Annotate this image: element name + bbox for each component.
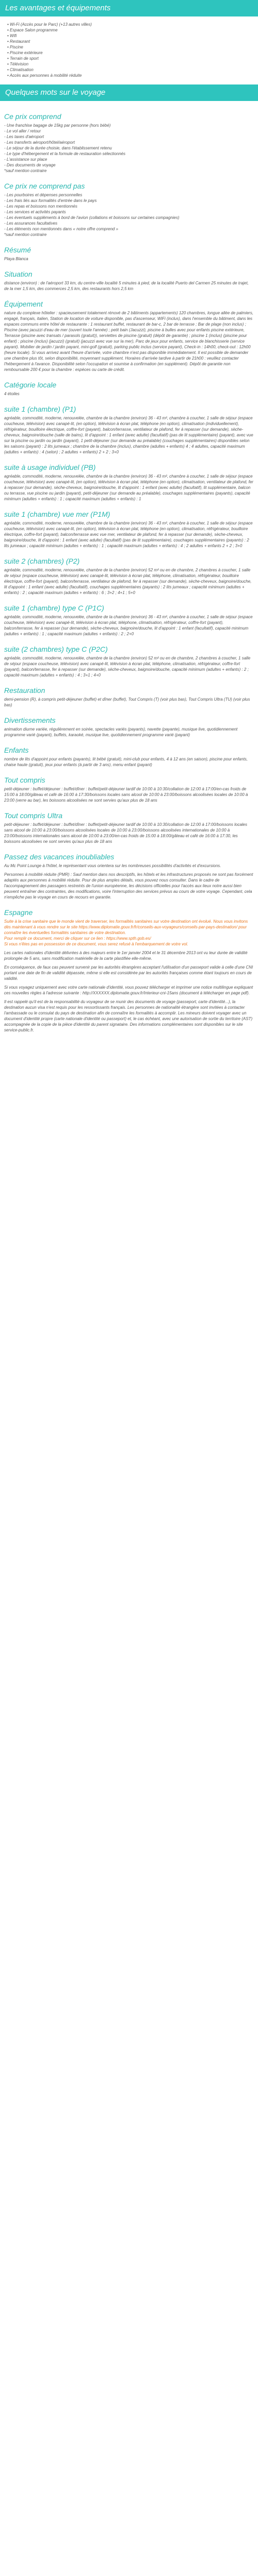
section-text: distance (environ) : de l'aéroport 33 km, du centre-ville localité 5 minutes à pied, de la localité Puerto del Carmen 25 minutes de trajet, de la mer 1,5 km, des commerces 2,5 km, des restaurants hors 2,5 km xyxy=(4,281,249,291)
trip-title: Quelques mots sur le voyage xyxy=(5,88,106,97)
equipments-list xyxy=(0,16,258,78)
section-title: suite à usage individuel (PB) xyxy=(4,463,96,471)
section-title: suite 1 (chambre) vue mer (P1M) xyxy=(4,510,110,518)
equipment-item: • Piscine xyxy=(7,44,258,50)
section-title: suite 2 (chambres) (P2) xyxy=(4,557,80,565)
section-title: Restauration xyxy=(4,686,45,694)
section-text: nombre de lits d'appoint pour enfants (payants), lit bébé (gratuit), mini-club pour enfants, 4 à 12 ans (en saison), piscine pour enfants, chaise haute (gratuit), jeux pour enfants (à partir de 3 ans), menu enfant (payant) xyxy=(4,757,248,767)
section-text: agréable, commodité, moderne, renouvelée, chambre de la chambre (environ) 52 m² ou en de chambre, 2 chambres à coucher, 1 salle de séjour (espace coucheuse, télévision) avec canapé-lit, télévision à écran plat, téléphone, climatisation, réfrigérateur, bouilloire électrique, coffre-fort (payant), balcon/terrasse, ventilateur de plafond, fer à repasser (sur demande), sèche-cheveux, baignoire/douche, lit d'appoint : 1 enfant (avec adulte) (facultatif), couchages supplémentaires (payants) : 2 lits jumeaux ; capacité minimum (adultes + enfants) : 2 ; capacité maximum (adultes + enfants) : 6 ; 3+2 ; 4+1 ; 5+0 xyxy=(4,568,252,595)
section-text: 4 étoiles xyxy=(4,392,20,396)
section-title: Passez des vacances inoubliables xyxy=(4,853,115,861)
section-title: Tout compris Ultra xyxy=(4,811,63,820)
section-text: Playa Blanca xyxy=(4,257,28,261)
section-text: agréable, commodité, moderne, renouvelée, chambre de la chambre (environ) 36 - 43 m², chambre à coucher, 1 salle de séjour (espace coucheuse, télévision) avec canapé-lit, télévision à écran plat, téléphone, climatisation, réfrigérateur, coffre-fort (payant), balcon/terrasse, fer à repasser (sur demande), sèche-cheveux, baignoire/douche, lit d'appoint : 1 enfant (facultatif), capacité minimum (adultes + enfants) : 1 ; capacité maximum (adultes + enfants) : 2 ; 2+0 xyxy=(4,615,253,636)
section-title: Divertissements xyxy=(4,716,56,724)
section-text: Les cartes nationales d'identité délivrées à des majeurs entre le 1er janvier 2004 et le 31 décembre 2013 ont vu leur durée de validité prolongée de 5 ans, sans modification matérielle de la carte plastifiée elle-même. xyxy=(4,951,248,961)
equipment-item: • Climatisation xyxy=(7,67,258,73)
section-text: agréable, commodité, moderne, renouvelée, chambre de la chambre (environ) 36 - 43 m², chambre à coucher, 1 salle de séjour (espace coucheuse, télévision) avec canapé-lit, (en option), télévision à écran plat, téléphone (en option), climatisation, ventilateur de plafond, fer à repasser (sur demande), sèche-cheveux, baignoire/douche, lit d'appoint : 1 enfant (avec adulte) (facultatif), lit supplémentaire, balcon ou terrasse, vue piscine ou jardin (payant), petit-déjeuner (sur demande au préalable), couchages supplémentaires (payants), capacité minimum (adultes + enfants) : 1 ; capacité maximum (adultes + enfants) : 1 xyxy=(4,474,253,501)
equipment-item: • Espace Salon programme xyxy=(7,27,258,33)
section-title: suite 1 (chambre) type C (P1C) xyxy=(4,604,104,612)
section-text: agréable, commodité, moderne, renouvelée, chambre de la chambre (environ) 36 - 43 m², chambre à coucher, 1 salle de séjour (espace coucheuse, télévision) avec canapé-lit, (en option), télévision à écran plat, téléphone (en option), climatisation (individuellement), réfrigérateur, bouilloire électrique, coffre-fort (payant), balcon/terrasse, ventilateur de plafond, fer à repasser (sur demande), sèche-cheveux, baignoire/douche (salle de bains), lit d'appoint : 1 enfant (avec adulte) (facultatif) (pas de lit supplémentaire) (payant), avec vue sur la piscine ou jardin ou jardin (payant), 1 petit-déjeuner (sur demande au préalable) (couchages supplémentaires) disponibles selon les saisons (payant) : 2 lits jumeaux ; chambre de la chambre (inclus), chambre (adultes + enfants) 4 ; 4 adultes, capacité maximum (adultes + enfants) : 4 (selon) ; 2 adultes + enfants) 2 + 2 ; 3+0 xyxy=(4,416,253,454)
section-title: Situation xyxy=(4,270,33,278)
section-text: agréable, commodité, moderne, renouvelée, chambre de la chambre (environ) 52 m² ou en de chambre, 2 chambres à coucher, 1 salle de séjour (espace coucheuse, télévision) avec canapé-lit, télévision à écran plat, téléphone, climatisation, réfrigérateur, coffre-fort (payant), balcon/terrasse, fer à repasser (sur demande), sèche-cheveux, baignoire/douche, capacité minimum (adultes + enfants) : 2 ; capacité maximum (adultes + enfants) : 4 ; 3+1 ; 4+0 xyxy=(4,656,251,677)
section-text: - Une franchise bagage de 15kg par personne (hors bébé) - Le vol aller / retour - Les taxes d'aéroport - Les transferts aéroport/hôtel/aéroport - Le séjour de la durée choisie, dans l'établissement retenu - Le type d'hébergement et la formule de restauration sélectionnés - L'assistance sur place - Des documents de voyage *sauf mention contraire xyxy=(4,123,125,173)
equipment-item: • Terrain de sport xyxy=(7,56,258,61)
equipments-banner xyxy=(0,0,258,16)
section-text: Si vous voyagez uniquement avec votre carte nationale d'identité, vous pouvez télécharger et imprimer une notice multilingue expliquant ces nouvelles règles à l'adresse suivante : http://XXXXXX.diplomatie.gouv.fr/Interieur-cni-15ans (document à télécharger en page pdf). xyxy=(4,985,253,995)
section-title: Enfants xyxy=(4,746,29,754)
equipment-item: • Restaurant xyxy=(7,39,258,44)
section-title: suite (2 chambres) type C (P2C) xyxy=(4,645,108,653)
trip-banner xyxy=(0,84,258,101)
equipment-item: • Accès aux personnes à mobilité réduite xyxy=(7,73,258,78)
section-title: Catégorie locale xyxy=(4,381,57,389)
section-title: Résumé xyxy=(4,246,31,254)
section-text: Il est rappelé qu'il est de la responsabilité du voyageur de se munir des documents de voyage (passeport, carte d'identité...), la destination aucun visa n'est requis pour les ressortissants français. Les personnes de nationalité étrangère sont invitées à contacter l'ambassade ou le consulat du pays de destination afin de connaître les formalités à accomplir. Les mineurs doivent voyager avec un document d'identité propre (carte nationale d'identité ou passeport) et, le cas échéant, avec une autorisation de sortie du territoire (AST) accompagnée de la copie de la pièce d'identité du parent signataire. Des informations complémentaires sont disponibles sur le site service-public.fr. xyxy=(4,999,253,1032)
section-text: Suite à la crise sanitaire que le monde vient de traverser, les formalités sanitaires sur votre destination ont évolué. Nous vous invitons dès maintenant à vous rendre sur le site https://www.diplomatie.gouv.fr/fr/conseils-aux-voyageurs/conseils-par-pays-destination/ pour connaître les éventuelles formalités sanitaires de votre destination. Pour remplir ce document, merci de cliquer sur ce lien : https://www.spth.gob.es/ Si vous n'êtes pas en possession de ce document, vous serez refusé à l'embarquement de votre vol. xyxy=(4,919,248,946)
equipment-item: • Wi-Fi (Accès pour le Parc) (+13 autres villes) xyxy=(7,22,258,27)
trip-content xyxy=(0,101,258,1033)
section-title: Tout compris xyxy=(4,776,45,784)
equipment-item: • Wifi xyxy=(7,33,258,39)
section-text: petit-déjeuner : buffet/déjeuner : buffet/dîner : buffet/petit-déjeuner tardif de 10:00 à 10:30/collation de 12:00 à 17:00/en-cas froids de 15:00 à 18:00/gâteau et café de 16:00 à 17:30/boissons locales sans alcool de 10:00 à 23:00/boissons alcoolisées locales de 10:00 à 23:00 (verre au bar), les boissons alcoolisées ne sont servies qu'aux plus de 18 ans xyxy=(4,787,248,803)
section-text: - Les pourboires et dépenses personnelles - Les frais liés aux formalités d'entrée dans le pays - Les repas et boissons non mentionnés - Les services et activités payants - Les éventuels suppléments à bord de l'avion (collations et boissons sur certaines compagnies) - Les assurances facultatives - Les éléments non mentionnés dans « notre offre comprend » *sauf mention contraire xyxy=(4,193,180,237)
section-title: suite 1 (chambre) (P1) xyxy=(4,405,76,413)
section-title: Ce prix ne comprend pas xyxy=(4,182,85,190)
section-text: En conséquence, de faux cas peuvent survenir par les autorités étrangères acceptant l'utilisation d'un passeport valide à celle d'une CNI portant une date de fin de validité dépassée, même si elle est considérée par les autorités françaises comme étant toujours en cours de validité. xyxy=(4,965,253,981)
equipment-item: • Piscine extérieure xyxy=(7,50,258,56)
equipment-item: • Télévision xyxy=(7,61,258,67)
section-title: Équipement xyxy=(4,300,43,308)
section-text: Personnes à mobilité réduite (PMR) : Sauf mention dans nos descriptifs, les hôtels et les infrastructures proposés ne sont pas forcément adaptés aux personnes à mobilité réduite. Pour de plus amples détails, vous pouvez nous consulter. Dans le cadre de l'accompagnement des passagers restreints de l'union européenne, les décisions officielles pour l'accès aux lieux notre aussi bien peuvent entraîner des contraintes, des modifications, voire l'interruption des services prévus au cours de votre voyage. Cependant, cela n'empêche pas le voyage en cours de recours en garantie. xyxy=(4,872,253,900)
section-text: animation diurne variée, régulièrement en soirée, spectacles variés (payants), navette (payante), musique live, quotidiennement programme varié (payant), buffets, karaoké, musique live, quotidiennement programme varié (payant) xyxy=(4,727,238,737)
section-text: agréable, commodité, moderne, renouvelée, chambre de la chambre (environ) 36 - 43 m², chambre à coucher, 1 salle de séjour (espace coucheuse, télévision) avec canapé-lit, (en option), télévision à écran plat, téléphone (en option), climatisation, réfrigérateur, bouilloire électrique, coffre-fort (payant), balcon/terrasse avec vue mer, ventilateur de plafond, fer à repasser (sur demande), sèche-cheveux, baignoire/douche, lit d'appoint : 1 enfant (avec adulte) (facultatif) (pas de lit supplémentaire), couchages supplémentaires (payants) : 2 lits jumeaux ; capacité minimum (adultes + enfants) : 1 ; capacité maximum (adultes + enfants) : 4 ; 2 adultes + enfants 2 + 2 ; 3+0 xyxy=(4,521,253,548)
section-title: Ce prix comprend xyxy=(4,112,61,121)
section-title: Espagne xyxy=(4,908,33,917)
section-text: nature du complexe hôtelier : spacieusement totalement rénové de 2 bâtiments (appartements) 120 chambres, longue allée de palmiers, engagé, français, italien, Station de location de voiture disponible, pas d'ascenseur, WiFi (inclus), dans l'ensemble du bâtiment, dans les espaces communs entre hôtel de restaurante : 1 restaurant buffet, restaurant de bar-c, 2 bar de terrasse ; Bar de plage (non inclus) ; Piscine (avec jacuzzi d'eau de mer (ouvert toute l'année) ; petit bain (Jacuzzi), piscine à bulles avec pour enfants piscine extérieure, Terrasse (piscine avec transats / parasols (gratuit)), serviettes de piscine (gratuit) (dépôt de garantie) ; piscine 1 (inclus) (piscine pour enfant) ; piscine (inclus) (jacuzzi) (gratuit) (jacuzzi avec vue sur la mer), Parc de jeux pour enfants, service de blanchisserie (service payant). Mobilier de jardin / jardin payant, mini-golf (gratuit), parking public inclus (service payant), Check-in : 14h00, check-out : 12h00 (heure locale). Si vous arrivez avant l'heure d'arrivée, votre chambre n'est pas disponible immédiatement. Il est possible de demander une chambre plus tôt, selon disponibilité, moyennant supplément. Horaires d'arrivée tardive à partir de 21h00 : veuillez contacter l'hébergement à l'avance. Disponibilité selon l'occupation et soumise à confirmation (en supplément). Dépôt de garantie non remboursable 200 € pour la chambre : espèces ou carte de crédit. xyxy=(4,311,253,372)
section-text: Au Mc Point Lounge à l'hôtel, le représentant vous orientera sur les nombreuses possibilités d'activités et d'excursions. xyxy=(4,863,221,868)
equipments-title: Les avantages et équipements xyxy=(5,4,111,12)
section-text: petit-déjeuner : buffet/déjeuner : buffet/dîner : buffet/petit-déjeuner tardif de 10:00 à 10:30/collation de 12:00 à 17:00/boissons locales sans alcool de 10:00 à 23:00/boissons alcoolisées locales de 10:00 à 23:00/boissons alcoolisées internationales de 10:00 à 23:00/boissons internationales sans alcool de 10:00 à 23:00/en-cas froids de 15:00 à 18:00/gâteau et café de 16:00 à 17:30, les boissons alcoolisées ne sont servies qu'aux plus de 18 ans xyxy=(4,822,247,844)
section-text: demi-pension (R), à compris petit-déjeuner (buffet) et dîner (buffet), Tout Compris (T) (voir plus bas), Tout Compris Ultra (TU) (voir plus bas) xyxy=(4,697,250,707)
